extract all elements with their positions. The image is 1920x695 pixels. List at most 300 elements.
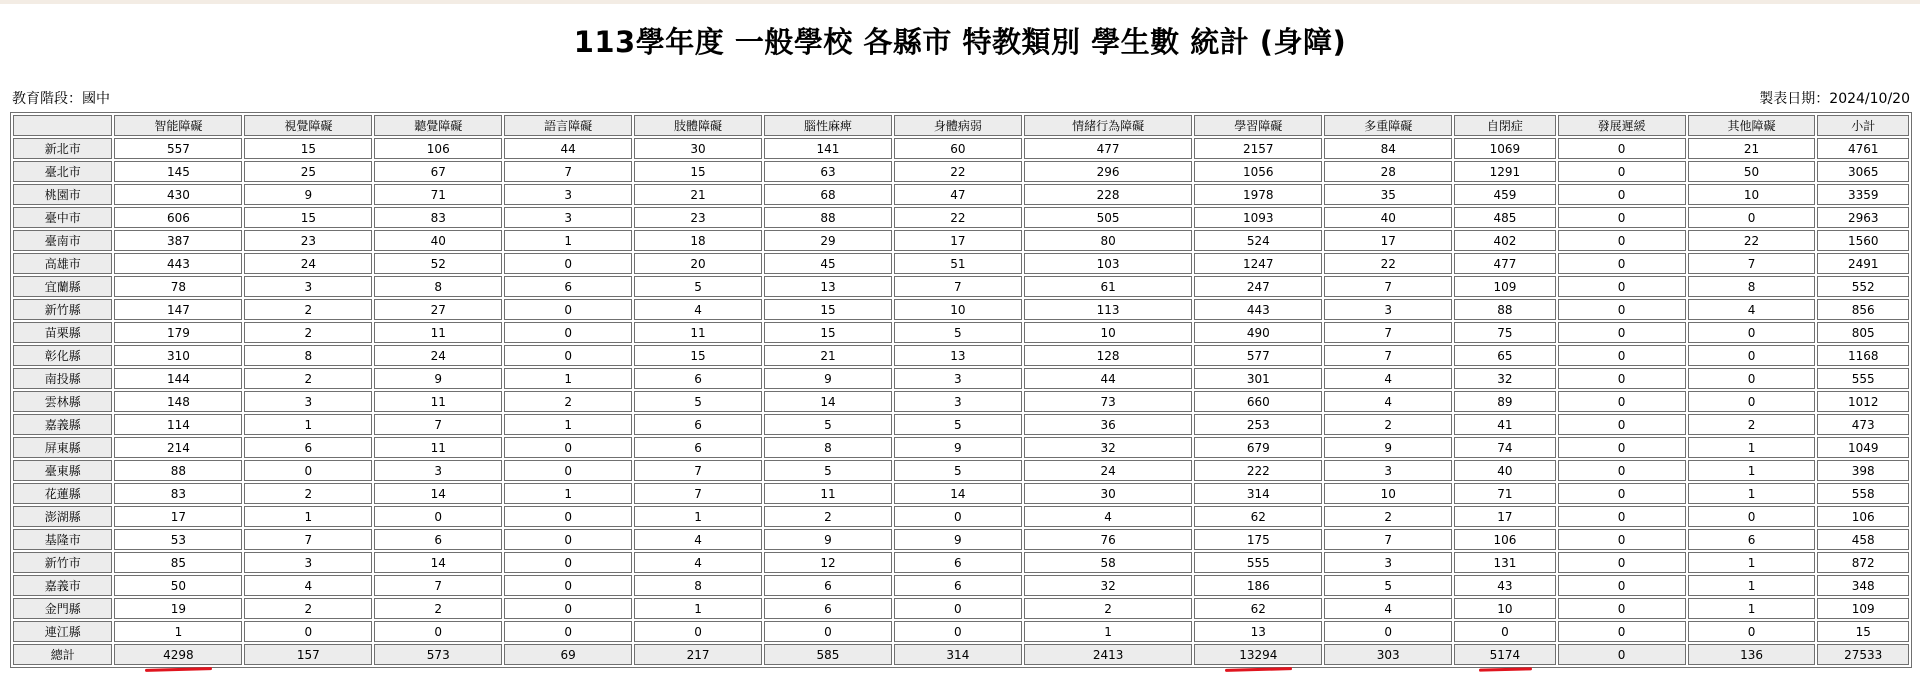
count-cell: 6 [1688, 529, 1816, 550]
statistics-table [10, 112, 1912, 668]
count-cell: 8 [244, 345, 372, 366]
column-header: 聽覺障礙 [374, 115, 502, 136]
count-cell: 301 [1194, 368, 1322, 389]
count-cell: 29 [764, 230, 892, 251]
count-cell: 805 [1817, 322, 1909, 343]
count-cell: 1049 [1817, 437, 1909, 458]
count-cell: 19 [114, 598, 242, 619]
count-cell: 555 [1817, 368, 1909, 389]
count-cell: 13 [764, 276, 892, 297]
count-cell: 8 [374, 276, 502, 297]
count-cell: 4761 [1817, 138, 1909, 159]
count-cell: 3 [244, 552, 372, 573]
county-name-cell: 臺東縣 [13, 460, 112, 481]
count-cell: 253 [1194, 414, 1322, 435]
count-cell: 71 [374, 184, 502, 205]
red-underline-mark [145, 667, 212, 672]
count-cell: 4 [634, 299, 762, 320]
county-name-cell: 連江縣 [13, 621, 112, 642]
count-cell: 0 [504, 529, 632, 550]
count-cell: 477 [1024, 138, 1193, 159]
count-cell: 44 [504, 138, 632, 159]
count-cell: 856 [1817, 299, 1909, 320]
count-cell: 0 [374, 506, 502, 527]
count-cell: 0 [1558, 322, 1686, 343]
count-cell: 606 [114, 207, 242, 228]
county-name-cell: 宜蘭縣 [13, 276, 112, 297]
count-cell: 10 [1324, 483, 1452, 504]
count-cell: 1 [1688, 437, 1816, 458]
count-cell: 459 [1454, 184, 1556, 205]
header-row [13, 115, 1909, 136]
count-cell: 25 [244, 161, 372, 182]
count-cell: 6 [764, 575, 892, 596]
count-cell: 1 [1688, 460, 1816, 481]
column-header: 語言障礙 [504, 115, 632, 136]
count-cell: 552 [1817, 276, 1909, 297]
count-cell: 458 [1817, 529, 1909, 550]
count-cell: 109 [1817, 598, 1909, 619]
count-cell: 1069 [1454, 138, 1556, 159]
count-cell: 6 [634, 414, 762, 435]
count-cell: 15 [764, 322, 892, 343]
report-date-label: 製表日期：2024/10/20 [1759, 91, 1910, 107]
count-cell: 314 [1194, 483, 1322, 504]
count-cell: 65 [1454, 345, 1556, 366]
count-cell: 7 [374, 575, 502, 596]
count-cell: 348 [1817, 575, 1909, 596]
count-cell: 0 [1558, 253, 1686, 274]
count-cell: 3065 [1817, 161, 1909, 182]
count-cell: 83 [374, 207, 502, 228]
total-count-cell: 217 [634, 644, 762, 665]
count-cell: 3 [504, 184, 632, 205]
count-cell: 24 [374, 345, 502, 366]
column-header: 學習障礙 [1194, 115, 1322, 136]
count-cell: 3 [1324, 460, 1452, 481]
count-cell: 7 [504, 161, 632, 182]
count-cell: 175 [1194, 529, 1322, 550]
count-cell: 30 [1024, 483, 1193, 504]
count-cell: 5 [764, 460, 892, 481]
count-cell: 660 [1194, 391, 1322, 412]
count-cell: 18 [634, 230, 762, 251]
count-cell: 144 [114, 368, 242, 389]
count-cell: 7 [1688, 253, 1816, 274]
count-cell: 402 [1454, 230, 1556, 251]
total-count-cell: 573 [374, 644, 502, 665]
count-cell: 113 [1024, 299, 1193, 320]
red-underline-mark [1225, 667, 1292, 672]
count-cell: 1 [114, 621, 242, 642]
table-row [13, 161, 1909, 182]
total-count-cell: 5174 [1454, 644, 1556, 665]
column-header: 腦性麻痺 [764, 115, 892, 136]
count-cell: 0 [504, 437, 632, 458]
count-cell: 0 [504, 575, 632, 596]
count-cell: 106 [1817, 506, 1909, 527]
column-header: 發展遲緩 [1558, 115, 1686, 136]
count-cell: 11 [634, 322, 762, 343]
count-cell: 10 [1024, 322, 1193, 343]
table-row [13, 253, 1909, 274]
count-cell: 0 [504, 253, 632, 274]
count-cell: 228 [1024, 184, 1193, 205]
count-cell: 0 [1688, 322, 1816, 343]
column-header: 自閉症 [1454, 115, 1556, 136]
count-cell: 0 [1558, 368, 1686, 389]
count-cell: 524 [1194, 230, 1322, 251]
count-cell: 387 [114, 230, 242, 251]
count-cell: 1 [244, 506, 372, 527]
count-cell: 147 [114, 299, 242, 320]
table-row [13, 529, 1909, 550]
county-name-cell: 新北市 [13, 138, 112, 159]
table-row [13, 207, 1909, 228]
column-header: 肢體障礙 [634, 115, 762, 136]
count-cell: 1012 [1817, 391, 1909, 412]
count-cell: 14 [894, 483, 1022, 504]
county-name-cell: 高雄市 [13, 253, 112, 274]
county-name-cell: 桃園市 [13, 184, 112, 205]
count-cell: 62 [1194, 598, 1322, 619]
count-cell: 4 [1324, 391, 1452, 412]
count-cell: 103 [1024, 253, 1193, 274]
count-cell: 0 [1558, 276, 1686, 297]
total-count-cell: 13294 [1194, 644, 1322, 665]
count-cell: 15 [634, 161, 762, 182]
count-cell: 45 [764, 253, 892, 274]
page-title: 113學年度 一般學校 各縣市 特教類別 學生數 統計 (身障) [573, 25, 1347, 59]
education-stage-label: 教育階段：國中 [12, 91, 110, 107]
count-cell: 1 [634, 506, 762, 527]
count-cell: 76 [1024, 529, 1193, 550]
count-cell: 0 [1558, 299, 1686, 320]
table-row [13, 575, 1909, 596]
table-row [13, 483, 1909, 504]
count-cell: 60 [894, 138, 1022, 159]
count-cell: 0 [1558, 437, 1686, 458]
count-cell: 109 [1454, 276, 1556, 297]
count-cell: 11 [374, 437, 502, 458]
count-cell: 3359 [1817, 184, 1909, 205]
count-cell: 22 [894, 161, 1022, 182]
count-cell: 11 [374, 391, 502, 412]
count-cell: 3 [244, 276, 372, 297]
count-cell: 1 [504, 483, 632, 504]
column-header: 智能障礙 [114, 115, 242, 136]
count-cell: 0 [504, 345, 632, 366]
total-count-cell: 314 [894, 644, 1022, 665]
count-cell: 13 [894, 345, 1022, 366]
count-cell: 4 [244, 575, 372, 596]
column-header: 小計 [1817, 115, 1909, 136]
count-cell: 0 [1558, 207, 1686, 228]
count-cell: 555 [1194, 552, 1322, 573]
count-cell: 5 [894, 460, 1022, 481]
count-cell: 247 [1194, 276, 1322, 297]
count-cell: 53 [114, 529, 242, 550]
count-cell: 490 [1194, 322, 1322, 343]
count-cell: 0 [1558, 138, 1686, 159]
count-cell: 7 [1324, 529, 1452, 550]
total-count-cell: 585 [764, 644, 892, 665]
count-cell: 0 [504, 552, 632, 573]
count-cell: 0 [1688, 207, 1816, 228]
count-cell: 47 [894, 184, 1022, 205]
count-cell: 32 [1454, 368, 1556, 389]
count-cell: 1291 [1454, 161, 1556, 182]
county-name-cell: 苗栗縣 [13, 322, 112, 343]
count-cell: 75 [1454, 322, 1556, 343]
count-cell: 0 [1558, 391, 1686, 412]
count-cell: 1 [504, 414, 632, 435]
count-cell: 0 [1558, 184, 1686, 205]
count-cell: 23 [244, 230, 372, 251]
count-cell: 17 [894, 230, 1022, 251]
count-cell: 12 [764, 552, 892, 573]
count-cell: 32 [1024, 575, 1193, 596]
count-cell: 40 [374, 230, 502, 251]
count-cell: 0 [1558, 529, 1686, 550]
table-row [13, 345, 1909, 366]
count-cell: 0 [634, 621, 762, 642]
count-cell: 2491 [1817, 253, 1909, 274]
count-cell: 0 [1454, 621, 1556, 642]
table-row [13, 391, 1909, 412]
table-row [13, 414, 1909, 435]
count-cell: 5 [634, 276, 762, 297]
count-cell: 214 [114, 437, 242, 458]
count-cell: 10 [1454, 598, 1556, 619]
total-count-cell: 69 [504, 644, 632, 665]
count-cell: 0 [894, 506, 1022, 527]
count-cell: 128 [1024, 345, 1193, 366]
column-header: 情緒行為障礙 [1024, 115, 1193, 136]
count-cell: 2 [244, 299, 372, 320]
count-cell: 4 [1324, 368, 1452, 389]
count-cell: 0 [1558, 345, 1686, 366]
count-cell: 7 [1324, 276, 1452, 297]
count-cell: 5 [1324, 575, 1452, 596]
total-row [13, 644, 1909, 665]
count-cell: 15 [244, 207, 372, 228]
count-cell: 8 [1688, 276, 1816, 297]
count-cell: 27 [374, 299, 502, 320]
count-cell: 15 [764, 299, 892, 320]
county-name-cell: 新竹市 [13, 552, 112, 573]
count-cell: 0 [1324, 621, 1452, 642]
count-cell: 0 [1688, 506, 1816, 527]
column-header: 多重障礙 [1324, 115, 1452, 136]
count-cell: 85 [114, 552, 242, 573]
count-cell: 3 [1324, 299, 1452, 320]
count-cell: 21 [634, 184, 762, 205]
count-cell: 473 [1817, 414, 1909, 435]
count-cell: 1056 [1194, 161, 1322, 182]
count-cell: 7 [374, 414, 502, 435]
count-cell: 4 [1688, 299, 1816, 320]
table-container [10, 112, 1912, 668]
count-cell: 872 [1817, 552, 1909, 573]
count-cell: 3 [504, 207, 632, 228]
count-cell: 28 [1324, 161, 1452, 182]
count-cell: 1093 [1194, 207, 1322, 228]
count-cell: 0 [894, 621, 1022, 642]
count-cell: 51 [894, 253, 1022, 274]
count-cell: 9 [1324, 437, 1452, 458]
county-name-cell: 新竹縣 [13, 299, 112, 320]
count-cell: 35 [1324, 184, 1452, 205]
count-cell: 11 [374, 322, 502, 343]
count-cell: 0 [504, 299, 632, 320]
count-cell: 24 [1024, 460, 1193, 481]
count-cell: 2 [1688, 414, 1816, 435]
count-cell: 2 [1324, 414, 1452, 435]
table-row [13, 276, 1909, 297]
count-cell: 84 [1324, 138, 1452, 159]
count-cell: 296 [1024, 161, 1193, 182]
count-cell: 443 [114, 253, 242, 274]
count-cell: 2 [244, 483, 372, 504]
count-cell: 40 [1324, 207, 1452, 228]
header-corner-cell [13, 115, 112, 136]
county-name-cell: 金門縣 [13, 598, 112, 619]
count-cell: 62 [1194, 506, 1322, 527]
count-cell: 50 [1688, 161, 1816, 182]
count-cell: 0 [1558, 230, 1686, 251]
count-cell: 5 [894, 414, 1022, 435]
table-body [13, 138, 1909, 665]
count-cell: 0 [1688, 345, 1816, 366]
count-cell: 32 [1024, 437, 1193, 458]
count-cell: 61 [1024, 276, 1193, 297]
table-row [13, 138, 1909, 159]
count-cell: 73 [1024, 391, 1193, 412]
count-cell: 50 [114, 575, 242, 596]
county-name-cell: 嘉義縣 [13, 414, 112, 435]
total-count-cell: 157 [244, 644, 372, 665]
county-name-cell: 基隆市 [13, 529, 112, 550]
count-cell: 5 [764, 414, 892, 435]
count-cell: 7 [634, 460, 762, 481]
count-cell: 8 [764, 437, 892, 458]
count-cell: 0 [1558, 483, 1686, 504]
county-name-cell: 彰化縣 [13, 345, 112, 366]
count-cell: 0 [764, 621, 892, 642]
total-label-cell: 總計 [13, 644, 112, 665]
count-cell: 21 [764, 345, 892, 366]
count-cell: 0 [504, 460, 632, 481]
county-name-cell: 臺南市 [13, 230, 112, 251]
count-cell: 88 [114, 460, 242, 481]
count-cell: 0 [504, 506, 632, 527]
count-cell: 0 [894, 598, 1022, 619]
count-cell: 3 [374, 460, 502, 481]
column-header: 視覺障礙 [244, 115, 372, 136]
count-cell: 14 [374, 483, 502, 504]
county-name-cell: 澎湖縣 [13, 506, 112, 527]
count-cell: 6 [634, 437, 762, 458]
table-row [13, 552, 1909, 573]
count-cell: 577 [1194, 345, 1322, 366]
total-count-cell: 136 [1688, 644, 1816, 665]
count-cell: 398 [1817, 460, 1909, 481]
count-cell: 114 [114, 414, 242, 435]
red-underline-mark [1479, 667, 1532, 671]
count-cell: 7 [1324, 322, 1452, 343]
county-name-cell: 屏東縣 [13, 437, 112, 458]
count-cell: 5 [894, 322, 1022, 343]
count-cell: 0 [504, 322, 632, 343]
table-row [13, 368, 1909, 389]
count-cell: 0 [504, 598, 632, 619]
count-cell: 0 [1558, 414, 1686, 435]
count-cell: 1 [1024, 621, 1193, 642]
count-cell: 74 [1454, 437, 1556, 458]
count-cell: 4 [1324, 598, 1452, 619]
county-name-cell: 南投縣 [13, 368, 112, 389]
count-cell: 17 [114, 506, 242, 527]
count-cell: 9 [894, 437, 1022, 458]
count-cell: 67 [374, 161, 502, 182]
count-cell: 10 [1688, 184, 1816, 205]
count-cell: 13 [1194, 621, 1322, 642]
count-cell: 0 [1558, 575, 1686, 596]
count-cell: 9 [764, 368, 892, 389]
total-count-cell: 303 [1324, 644, 1452, 665]
count-cell: 4 [634, 529, 762, 550]
table-row [13, 184, 1909, 205]
count-cell: 68 [764, 184, 892, 205]
count-cell: 3 [1324, 552, 1452, 573]
count-cell: 222 [1194, 460, 1322, 481]
count-cell: 4 [634, 552, 762, 573]
count-cell: 443 [1194, 299, 1322, 320]
table-row [13, 230, 1909, 251]
count-cell: 7 [1324, 345, 1452, 366]
count-cell: 6 [244, 437, 372, 458]
count-cell: 22 [1688, 230, 1816, 251]
count-cell: 7 [894, 276, 1022, 297]
count-cell: 3 [894, 391, 1022, 412]
total-count-cell: 27533 [1817, 644, 1909, 665]
count-cell: 23 [634, 207, 762, 228]
count-cell: 71 [1454, 483, 1556, 504]
count-cell: 1560 [1817, 230, 1909, 251]
count-cell: 1168 [1817, 345, 1909, 366]
count-cell: 2 [244, 368, 372, 389]
count-cell: 106 [1454, 529, 1556, 550]
count-cell: 1978 [1194, 184, 1322, 205]
total-count-cell: 4298 [114, 644, 242, 665]
count-cell: 9 [764, 529, 892, 550]
count-cell: 3 [244, 391, 372, 412]
count-cell: 145 [114, 161, 242, 182]
count-cell: 6 [634, 368, 762, 389]
count-cell: 1247 [1194, 253, 1322, 274]
count-cell: 0 [1558, 161, 1686, 182]
count-cell: 2157 [1194, 138, 1322, 159]
count-cell: 14 [764, 391, 892, 412]
count-cell: 1 [504, 368, 632, 389]
table-row [13, 299, 1909, 320]
count-cell: 0 [1558, 552, 1686, 573]
count-cell: 6 [764, 598, 892, 619]
count-cell: 485 [1454, 207, 1556, 228]
count-cell: 83 [114, 483, 242, 504]
county-name-cell: 臺北市 [13, 161, 112, 182]
